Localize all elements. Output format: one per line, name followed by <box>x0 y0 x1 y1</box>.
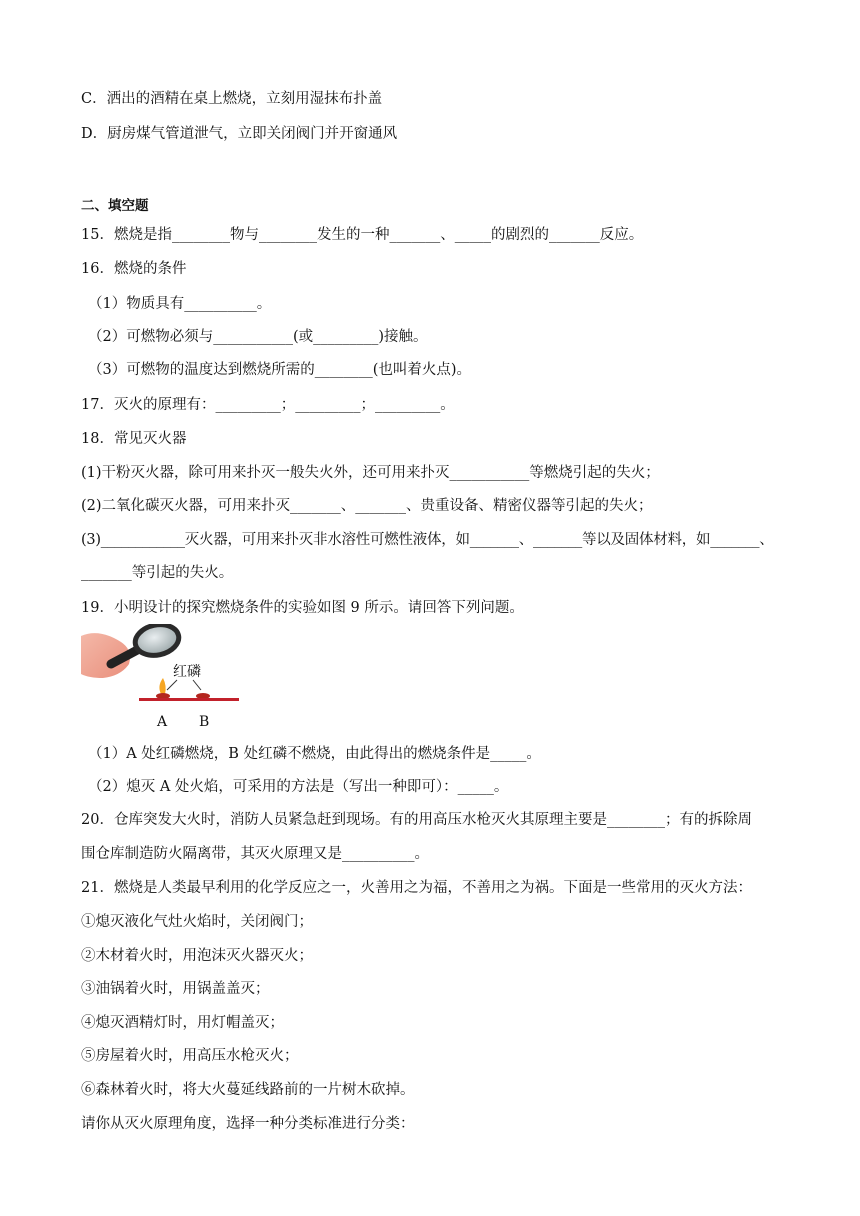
method-1: ①熄灭液化气灶火焰时，关闭阀门； <box>81 914 313 930</box>
question-16-3: （3）可燃物的温度达到燃烧所需的________(也叫着火点)。 <box>88 362 472 378</box>
label-a: A <box>157 714 168 730</box>
pointer-line-b <box>193 680 201 690</box>
method-3: ③油锅着火时，用锅盖盖灭； <box>81 981 270 997</box>
metal-plate <box>139 698 239 701</box>
pointer-line-a <box>167 680 177 690</box>
red-phosphorus-label: 红磷 <box>173 664 201 680</box>
question-19: 19．小明设计的探究燃烧条件的实验如图 9 所示。请回答下列问题。 <box>81 600 524 616</box>
method-2: ②木材着火时，用泡沫灭火器灭火； <box>81 948 313 964</box>
question-21: 21．燃烧是人类最早利用的化学反应之一，火善用之为福，不善用之为祸。下面是一些常用的灭火方法： <box>81 880 752 896</box>
magnifier-experiment-image <box>81 624 241 734</box>
question-15: 15．燃烧是指________物与________发生的一种_______、_____的剧烈的_______反应。 <box>81 227 644 243</box>
question-17: 17．灭火的原理有：_________；_________；_________。 <box>81 397 455 413</box>
section-heading: 二、填空题 <box>81 198 149 214</box>
question-18-3-cont: _______等引起的失火。 <box>81 565 234 581</box>
magnifier-lens <box>132 624 181 659</box>
label-b: B <box>199 714 210 730</box>
question-18-3: (3)____________灭火器，可用来扑灭非水溶性可燃性液体，如_______、_______等以及固体材料，如_______、 <box>81 532 774 548</box>
question-20: 20．仓库突发大火时，消防人员紧急赶到现场。有的用高压水枪灭火其原理主要是________；有的拆除周 <box>81 812 752 828</box>
method-5: ⑤房屋着火时，用高压水枪灭火； <box>81 1048 299 1064</box>
question-21-prompt: 请你从灭火原理角度，选择一种分类标准进行分类： <box>81 1116 415 1132</box>
question-19-1: （1）A 处红磷燃烧，B 处红磷不燃烧，由此得出的燃烧条件是_____。 <box>88 746 541 762</box>
option-c: C．洒出的酒精在桌上燃烧，立刻用湿抹布扑盖 <box>81 91 383 107</box>
question-16-1: （1）物质具有__________。 <box>88 296 272 312</box>
question-16: 16．燃烧的条件 <box>81 261 187 277</box>
method-6: ⑥森林着火时，将大火蔓延线路前的一片树木砍掉。 <box>81 1082 415 1098</box>
option-d: D．厨房煤气管道泄气，立即关闭阀门并开窗通风 <box>81 126 398 142</box>
question-18-1: (1)干粉灭火器，除可用来扑灭一般失火外，还可用来扑灭___________等燃烧引起的失火； <box>81 465 660 481</box>
question-16-2: （2）可燃物必须与___________(或_________)接触。 <box>88 329 428 345</box>
question-18: 18．常见灭火器 <box>81 431 187 447</box>
question-19-2: （2）熄灭 A 处火焰，可采用的方法是（写出一种即可）：_____。 <box>88 779 509 795</box>
flame-a <box>159 678 165 694</box>
question-18-2: (2)二氧化碳灭火器，可用来扑灭_______、_______、贵重设备、精密仪器等引起的失火； <box>81 498 653 514</box>
method-4: ④熄灭酒精灯时，用灯帽盖灭； <box>81 1015 284 1031</box>
question-20-cont: 围仓库制造防火隔离带，其灭火原理又是__________。 <box>81 846 429 862</box>
experiment-figure <box>81 624 241 734</box>
